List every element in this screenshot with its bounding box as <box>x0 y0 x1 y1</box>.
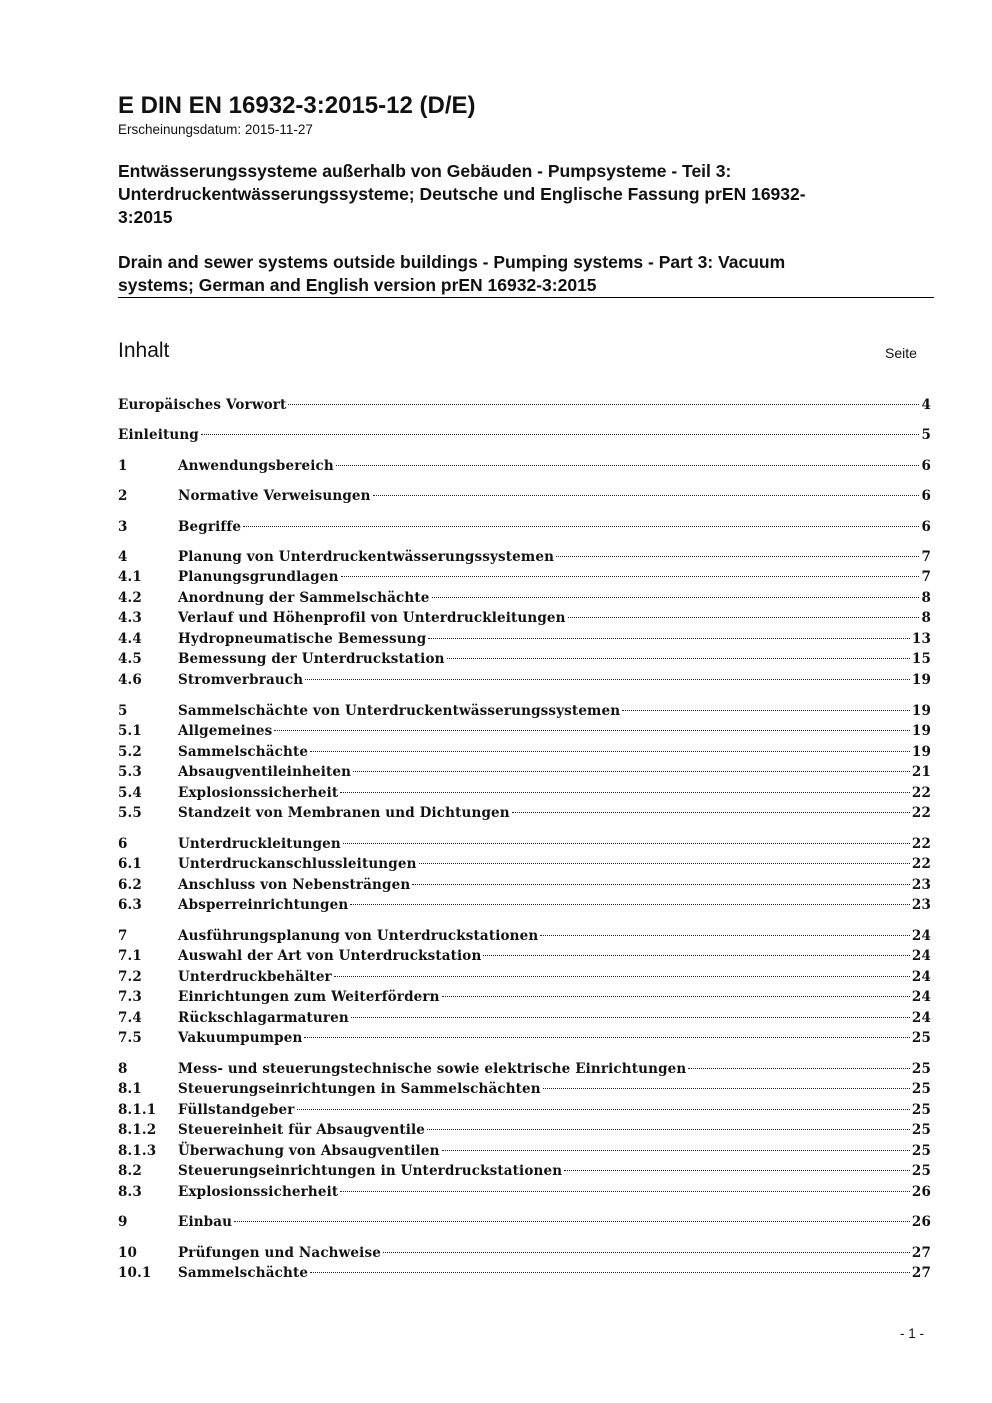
toc-entry-page: 7 <box>921 569 931 585</box>
toc-entry-page: 24 <box>911 928 931 944</box>
toc-entry[interactable] <box>118 967 931 987</box>
toc-entry-number: 4.3 <box>118 610 142 626</box>
toc-heading: Inhalt <box>118 339 170 362</box>
toc-entry[interactable] <box>118 547 931 567</box>
toc-dot-leader <box>234 1221 910 1222</box>
toc-dot-leader <box>442 1150 910 1151</box>
toc-entry-page: 8 <box>921 590 931 606</box>
toc-entry-page: 19 <box>911 723 931 739</box>
toc-entry-number: 5 <box>118 703 128 719</box>
toc-entry-number: 1 <box>118 458 128 474</box>
toc-entry-title: Standzeit von Membranen und Dichtungen <box>178 805 510 821</box>
toc-entry[interactable] <box>118 649 931 669</box>
toc-entry-title: Unterdruckanschlussleitungen <box>178 856 417 872</box>
publication-date: Erscheinungsdatum: 2015-11-27 <box>118 122 313 137</box>
toc-dot-leader <box>340 1191 910 1192</box>
toc-entry-page: 26 <box>911 1214 931 1230</box>
toc-entry-page: 6 <box>921 458 931 474</box>
toc-dot-leader <box>564 1170 910 1171</box>
toc-entry-page: 5 <box>921 427 931 443</box>
toc-entry-page: 7 <box>921 549 931 565</box>
toc-entry-number: 6 <box>118 836 128 852</box>
toc-entry[interactable] <box>118 1161 931 1181</box>
toc-dot-leader <box>310 751 910 752</box>
toc-entry-number: 4.2 <box>118 590 142 606</box>
toc-entry-number: 8.3 <box>118 1184 142 1200</box>
toc-entry-number: 10.1 <box>118 1265 152 1281</box>
toc-dot-leader <box>350 904 910 905</box>
toc-entry-title: Unterdruckbehälter <box>178 969 332 985</box>
toc-entry-number: 5.1 <box>118 723 142 739</box>
toc-entry-page: 27 <box>911 1245 931 1261</box>
toc-entry-number: 6.1 <box>118 856 142 872</box>
toc-entry-title: Hydropneumatische Bemessung <box>178 631 427 647</box>
toc-entry-title: Europäisches Vorwort <box>118 397 287 413</box>
toc-entry-page: 22 <box>911 785 931 801</box>
toc-entry[interactable] <box>118 608 931 628</box>
toc-entry[interactable] <box>118 1243 931 1263</box>
toc-entry-page: 24 <box>911 1010 931 1026</box>
toc-entry-title: Anschluss von Nebensträngen <box>178 877 411 893</box>
toc-entry-page: 22 <box>911 856 931 872</box>
toc-entry-title: Steuerungseinrichtungen in Sammelschächten <box>178 1081 541 1097</box>
toc-entry-title: Anwendungsbereich <box>178 458 334 474</box>
german-title-line: Unterdruckentwässerungssysteme; Deutsche und Englische Fassung prEN 16932- <box>118 184 806 204</box>
toc-entry-title: Auswahl der Art von Unterdruckstation <box>178 948 482 964</box>
toc-dot-leader <box>543 1088 910 1089</box>
toc-entry-title: Absperreinrichtungen <box>178 897 349 913</box>
toc-dot-leader <box>427 1129 910 1130</box>
toc-entry[interactable] <box>118 670 931 690</box>
german-title-line: Entwässerungssysteme außerhalb von Gebäuden - Pumpsysteme - Teil 3: <box>118 161 732 181</box>
toc-entry-title: Einrichtungen zum Weiterfördern <box>178 989 440 1005</box>
toc-entry[interactable] <box>118 588 931 608</box>
toc-entry-number: 4.5 <box>118 651 142 667</box>
english-title-line: Drain and sewer systems outside buildings - Pumping systems - Part 3: Vacuum <box>118 252 786 272</box>
toc-entry-title: Rückschlagarmaturen <box>178 1010 349 1026</box>
toc-entry[interactable] <box>118 762 931 782</box>
toc-entry-page: 19 <box>911 744 931 760</box>
toc-entry[interactable] <box>118 1212 931 1232</box>
toc-page-column-label: Seite <box>885 345 917 361</box>
toc-dot-leader <box>243 526 919 527</box>
page-number: - 1 - <box>900 1326 925 1341</box>
toc-dot-leader <box>336 465 920 466</box>
toc-entry[interactable] <box>118 1100 931 1120</box>
toc-entry-page: 24 <box>911 969 931 985</box>
toc-entry-number: 7.3 <box>118 989 142 1005</box>
toc-entry-number: 2 <box>118 488 128 504</box>
toc-dot-leader <box>201 434 920 435</box>
toc-dot-leader <box>447 658 910 659</box>
toc-dot-leader <box>373 495 920 496</box>
toc-dot-leader <box>340 792 910 793</box>
toc-entry[interactable] <box>118 875 931 895</box>
toc-entry-title: Einbau <box>178 1214 233 1230</box>
toc-entry[interactable] <box>118 1059 931 1079</box>
toc-entry-number: 4.4 <box>118 631 142 647</box>
toc-entry[interactable] <box>118 1008 931 1028</box>
toc-dot-leader <box>412 884 910 885</box>
toc-entry-number: 7 <box>118 928 128 944</box>
german-title-line: 3:2015 <box>118 207 173 227</box>
toc-dot-leader <box>297 1109 910 1110</box>
german-title <box>118 160 918 229</box>
toc-entry[interactable] <box>118 987 931 1007</box>
toc-entry-number: 6.2 <box>118 877 142 893</box>
toc-entry-number: 7.5 <box>118 1030 142 1046</box>
toc-entry-number: 7.1 <box>118 948 142 964</box>
toc-entry-title: Ausführungsplanung von Unterdruckstationen <box>178 928 539 944</box>
toc-entry-number: 4 <box>118 549 128 565</box>
toc-entry[interactable] <box>118 742 931 762</box>
toc-entry[interactable] <box>118 834 931 854</box>
toc-entry-title: Überwachung von Absaugventilen <box>178 1143 440 1159</box>
toc-entry-number: 10 <box>118 1245 138 1261</box>
toc-entry-title: Einleitung <box>118 427 199 443</box>
toc-entry-number: 5.5 <box>118 805 142 821</box>
toc-dot-leader <box>383 1252 910 1253</box>
toc-entry-title: Mess- und steuerungstechnische sowie elektrische Einrichtungen <box>178 1061 687 1077</box>
toc-entry-title: Stromverbrauch <box>178 672 304 688</box>
toc-entry[interactable] <box>118 567 931 587</box>
toc-dot-leader <box>540 935 910 936</box>
toc-entry[interactable] <box>118 1263 931 1283</box>
toc-entry-page: 24 <box>911 948 931 964</box>
toc-dot-leader <box>305 679 910 680</box>
toc-entry-number: 8.1 <box>118 1081 142 1097</box>
toc-entry[interactable] <box>118 1079 931 1099</box>
toc-entry[interactable] <box>118 486 931 506</box>
toc-entry[interactable] <box>118 895 931 915</box>
toc-entry[interactable] <box>118 854 931 874</box>
toc-entry-title: Explosionssicherheit <box>178 785 339 801</box>
toc-entry-page: 22 <box>911 805 931 821</box>
toc-entry-title: Absaugventileinheiten <box>178 764 352 780</box>
toc-entry-title: Sammelschächte <box>178 1265 309 1281</box>
toc-entry-number: 9 <box>118 1214 128 1230</box>
toc-entry-title: Füllstandgeber <box>178 1102 295 1118</box>
toc-entry-title: Sammelschächte von Unterdruckentwässerungssystemen <box>178 703 621 719</box>
toc-entry-page: 25 <box>911 1163 931 1179</box>
toc-entry-number: 8.1.2 <box>118 1122 157 1138</box>
toc-entry-number: 8 <box>118 1061 128 1077</box>
toc-entry-number: 3 <box>118 519 128 535</box>
toc-entry-page: 19 <box>911 703 931 719</box>
toc-entry-number: 6.3 <box>118 897 142 913</box>
toc-entry-title: Unterdruckleitungen <box>178 836 341 852</box>
toc-entry-number: 4.6 <box>118 672 142 688</box>
toc-entry-page: 27 <box>911 1265 931 1281</box>
toc-entry-title: Explosionssicherheit <box>178 1184 339 1200</box>
toc-entry-title: Normative Verweisungen <box>178 488 371 504</box>
toc-entry-title: Planung von Unterdruckentwässerungssystemen <box>178 549 555 565</box>
toc-dot-leader <box>288 404 919 405</box>
toc-dot-leader <box>568 617 920 618</box>
toc-entry-title: Planungsgrundlagen <box>178 569 339 585</box>
toc-dot-leader <box>304 1037 909 1038</box>
toc-entry-page: 25 <box>911 1061 931 1077</box>
header-divider <box>118 297 934 298</box>
toc-entry[interactable] <box>118 803 931 823</box>
toc-entry-title: Sammelschächte <box>178 744 309 760</box>
toc-dot-leader <box>622 710 910 711</box>
toc-entry[interactable] <box>118 456 931 476</box>
toc-entry-title: Vakuumpumpen <box>178 1030 303 1046</box>
english-title-line: systems; German and English version prEN 16932-3:2015 <box>118 275 597 295</box>
document-id: E DIN EN 16932-3:2015-12 (D/E) <box>118 92 476 119</box>
toc-entry-title: Allgemeines <box>178 723 273 739</box>
toc-dot-leader <box>353 771 910 772</box>
toc-entry-page: 25 <box>911 1030 931 1046</box>
toc-entry-title: Steuerungseinrichtungen in Unterdruckstationen <box>178 1163 563 1179</box>
toc-entry-title: Prüfungen und Nachweise <box>178 1245 381 1261</box>
toc-dot-leader <box>343 843 910 844</box>
toc-entry-title: Begriffe <box>178 519 242 535</box>
toc-entry-page: 26 <box>911 1184 931 1200</box>
toc-entry-number: 8.1.1 <box>118 1102 157 1118</box>
toc-entry-number: 7.2 <box>118 969 142 985</box>
toc-dot-leader <box>274 730 909 731</box>
toc-dot-leader <box>442 996 910 997</box>
toc-entry-title: Anordnung der Sammelschächte <box>178 590 430 606</box>
toc-entry-number: 8.2 <box>118 1163 142 1179</box>
toc-entry[interactable] <box>118 517 931 537</box>
toc-entry[interactable] <box>118 721 931 741</box>
toc-dot-leader <box>432 597 920 598</box>
toc-entry-page: 25 <box>911 1102 931 1118</box>
toc-entry-title: Bemessung der Unterdruckstation <box>178 651 445 667</box>
toc-dot-leader <box>341 576 920 577</box>
toc-dot-leader <box>483 955 909 956</box>
toc-entry-page: 8 <box>921 610 931 626</box>
toc-entry-page: 24 <box>911 989 931 1005</box>
toc-entry-number: 8.1.3 <box>118 1143 157 1159</box>
toc-entry-page: 21 <box>911 764 931 780</box>
toc-dot-leader <box>351 1017 910 1018</box>
toc-entry-number: 5.4 <box>118 785 142 801</box>
toc-entry-page: 23 <box>911 877 931 893</box>
toc-entry-page: 23 <box>911 897 931 913</box>
toc-entry-page: 22 <box>911 836 931 852</box>
toc-entry-number: 7.4 <box>118 1010 142 1026</box>
toc-entry[interactable] <box>118 926 931 946</box>
toc-entry-title: Steuereinheit für Absaugventile <box>178 1122 426 1138</box>
toc-entry-page: 15 <box>911 651 931 667</box>
toc-entry[interactable] <box>118 629 931 649</box>
toc-entry-number: 5.3 <box>118 764 142 780</box>
english-title <box>118 251 918 297</box>
toc-entry-page: 25 <box>911 1143 931 1159</box>
toc-dot-leader <box>334 976 910 977</box>
toc-dot-leader <box>310 1272 910 1273</box>
toc-entry-title: Verlauf und Höhenprofil von Unterdruckleitungen <box>178 610 566 626</box>
toc-entry[interactable] <box>118 1028 931 1048</box>
toc-dot-leader <box>419 863 910 864</box>
toc-entry-page: 6 <box>921 519 931 535</box>
toc-dot-leader <box>688 1068 910 1069</box>
toc-entry-page: 13 <box>911 631 931 647</box>
toc-entry-number: 4.1 <box>118 569 142 585</box>
toc-dot-leader <box>428 638 910 639</box>
toc-entry[interactable] <box>118 395 931 415</box>
toc-entry-page: 6 <box>921 488 931 504</box>
toc-dot-leader <box>556 556 919 557</box>
toc-entry-page: 25 <box>911 1081 931 1097</box>
toc-dot-leader <box>512 812 910 813</box>
toc-entry[interactable] <box>118 1141 931 1161</box>
toc-entry[interactable] <box>118 1182 931 1202</box>
toc-entry-page: 4 <box>921 397 931 413</box>
toc-entry-page: 25 <box>911 1122 931 1138</box>
toc-entry[interactable] <box>118 946 931 966</box>
toc-entry-page: 19 <box>911 672 931 688</box>
toc-entry[interactable] <box>118 701 931 721</box>
toc-entry-number: 5.2 <box>118 744 142 760</box>
toc-entry[interactable] <box>118 1120 931 1140</box>
toc-entry[interactable] <box>118 783 931 803</box>
toc-entry[interactable] <box>118 425 931 445</box>
